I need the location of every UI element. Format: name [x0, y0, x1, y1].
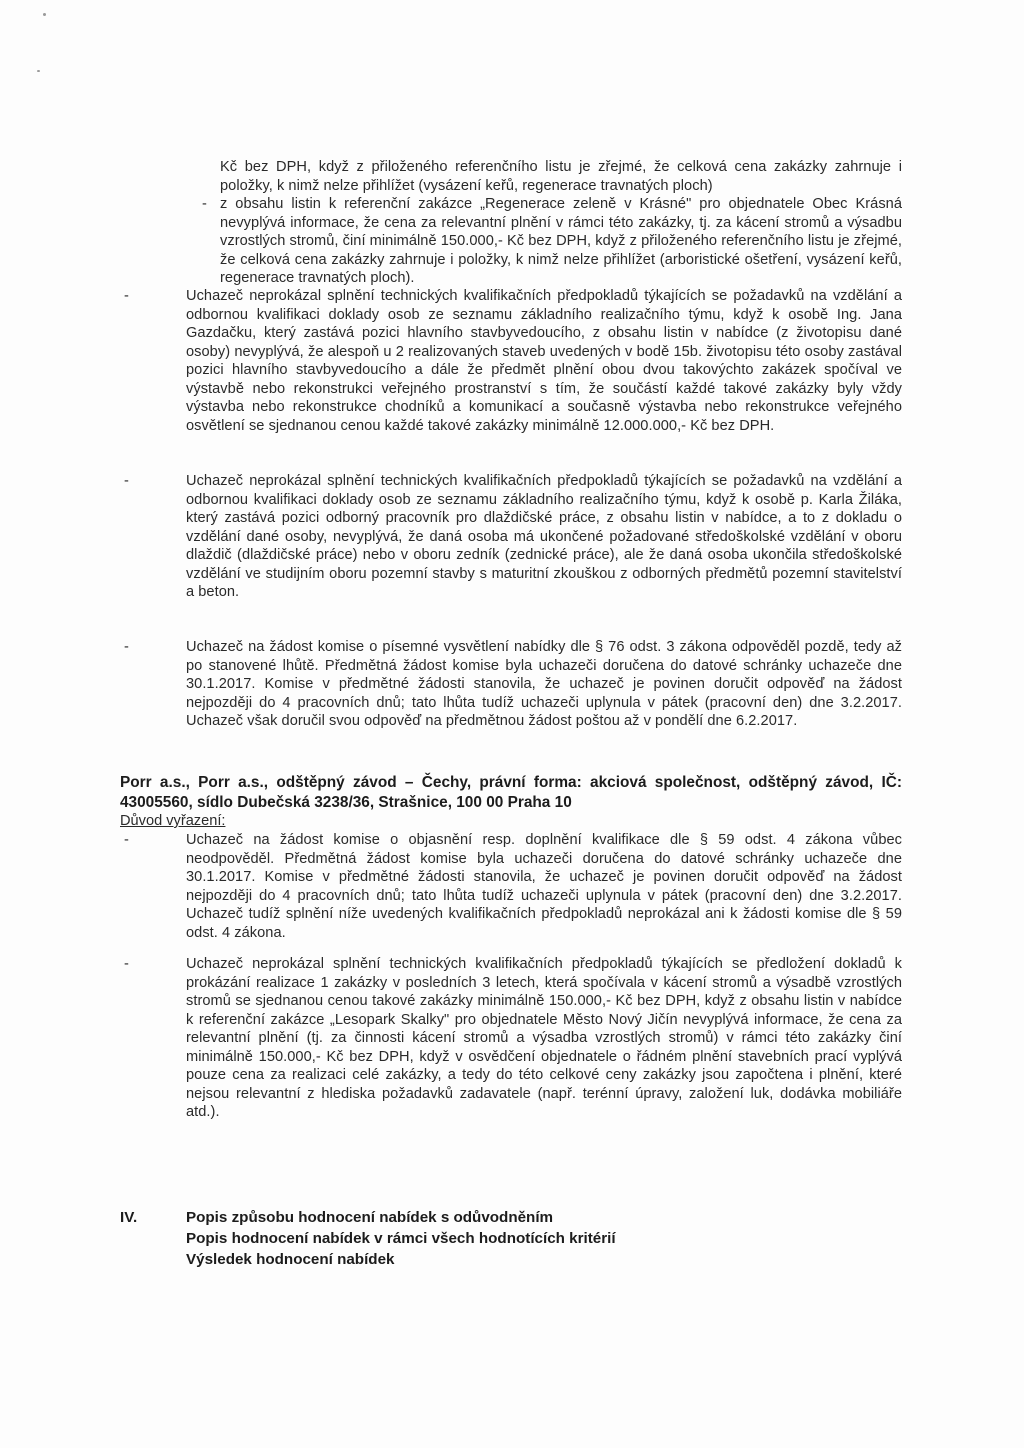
list-item-zilak: Uchazeč neprokázal splnění technických kvalifikačních předpokladů týkajících se požadavků na vzdělání a odbornou kvalifikaci doklady osob ze seznamu základního realizačního týmu, když k osobě p. Karla Žiláka, který zastává pozici odborný pracovník pro dlaždičské práce, z obsahu listin v nabídce, a to z dokladu o vzdělání dané osoby, nevyplývá, že daná osoba má ukončené požadované středoškolské vzdělání v oboru dlaždič (dlaždičské práce) nebo v oboru zedník (zednické práce), ale že daná osoba ukončila středoškolské vzdělání ve studijním oboru pozemní stavby s maturitní zkouškou z odborných předmětů pozemní stavitelství a beton.	[186, 473, 902, 600]
list-dash: -	[124, 832, 129, 848]
section-number: IV.	[120, 1209, 138, 1226]
list-dash: -	[124, 473, 129, 489]
list-dash: -	[202, 196, 207, 212]
list-item-late-response: Uchazeč na žádost komise o písemné vysvětlení nabídky dle § 76 odst. 3 zákona odpověděl pozdě, tedy až po stanovené lhůtě. Předmětná žádost komise byla uchazeči doručena do datové schránky uchazeče dne 30.1.2017. Komise v předmětné žádosti stanovila, že uchazeč je povinen doručit odpověď na žádost nejpozději do 4 pracovních dnů; tato lhůta tudíž uchazeči uplynula v pátek (pracovní den) dne 3.2.2017. Uchazeč však doručil svou odpověď na předmětnou žádost poštou až v pondělí dne 6.2.2017.	[186, 639, 902, 729]
section-title-3: Výsledek hodnocení nabídek	[186, 1251, 395, 1268]
list-item-no-response: Uchazeč na žádost komise o objasnění resp. doplnění kvalifikace dle § 59 odst. 4 zákona vůbec neodpověděl. Předmětná žádost komise byla uchazeči doručena do datové schránky uchazeče dne 30.1.2017. Komise v předmětné žádosti stanovila, že uchazeč je povinen doručit odpověď na žádost nejpozději do 4 pracovních dnů; tato lhůta tudíž uchazeči uplynula v pátek (pracovní den) dne 3.2.2017. Uchazeč tudíž splnění níže uvedených kvalifikačních předpokladů neprokázal ani k žádosti komise dle § 59 odst. 4 zákona.	[186, 832, 902, 941]
exclusion-reason-label: Důvod vyřazení:	[120, 813, 226, 829]
scan-speck	[43, 13, 46, 16]
list-dash: -	[124, 639, 129, 655]
list-item-reference-krasna: z obsahu listin k referenční zakázce „Regenerace zeleně v Krásné" pro objednatele Obec Krásná nevyplývá informace, že cena za relevantní plnění v rámci této zakázky, tj. za kácení stromů a výsadbu vzrostlých stromů, činí minimálně 150.000,- Kč bez DPH, když z přiloženého referenčního listu je zřejmé, že celková cena zakázky zahrnuje i položky, k nimž nelze přihlížet (arboristické ošetření, vysázení keřů, regenerace travnatých ploch).	[220, 196, 902, 286]
list-dash: -	[124, 288, 129, 304]
bidder-heading-porr: Porr a.s., Porr a.s., odštěpný závod – Čechy, právní forma: akciová společnost, odštěpný závod, IČ: 43005560, sídlo Dubečská 3238/36, Strašnice, 100 00 Praha 10	[120, 774, 902, 811]
scan-speck	[37, 70, 40, 72]
section-title-1: Popis způsobu hodnocení nabídek s odůvodněním	[186, 1209, 554, 1226]
list-item-lesopark-skalky: Uchazeč neprokázal splnění technických kvalifikačních předpokladů týkajících se předložení dokladů k prokázání realizace 1 zakázky v posledních 3 letech, která spočívala v kácení stromů a výsadbě vzrostlých stromů se sjednanou cenou takové zakázky minimálně 150.000,- Kč bez DPH, když z obsahu listin v nabídce k referenční zakázce „Lesopark Skalky" pro objednatele Město Nový Jičín nevyplývá informace, že cena za relevantní plnění (tj. za činnosti kácení stromů a výsadba vzrostlých stromů) v rámci této zakázky činí minimálně 150.000,- Kč bez DPH, když v osvědčení objednatele o řádném plnění stavebních prací vyplývá pouze cena za realizaci celé zakázky, a tedy do této celkové ceny zakázky jsou započtena i plnění, které nejsou relevantní z hlediska požadavků zadavatele (např. terénní úpravy, založení luk, dodávka mobiliáře atd.).	[186, 956, 902, 1120]
continuation-paragraph: Kč bez DPH, když z přiloženého referenčního listu je zřejmé, že celková cena zakázky zahrnuje i položky, k nimž nelze přihlížet (vysázení keřů, regenerace travnatých ploch)	[220, 159, 902, 194]
list-dash: -	[124, 956, 129, 972]
section-title-2: Popis hodnocení nabídek v rámci všech hodnotících kritérií	[186, 1230, 616, 1247]
list-item-gazdacek: Uchazeč neprokázal splnění technických kvalifikačních předpokladů týkajících se požadavků na vzdělání a odbornou kvalifikaci doklady osob ze seznamu základního realizačního týmu, když k osobě Ing. Jana Gazdačku, který zastává pozici hlavního stavbyvedoucího, z obsahu listin v nabídce (z životopisu dané osoby) nevyplývá, že alespoň u 2 realizovaných staveb uvedených v bodě 15b. životopisu této osoby zastával pozici hlavního stavbyvedoucího a dále že předmět plnění obou dvou takovýchto zakázek spočíval ve výstavbě nebo rekonstrukci veřejného prostranství s tím, že součástí každé takové zakázky byly vždy výstavba nebo rekonstrukce chodníků a komunikací a současně výstavba nebo rekonstrukce veřejného osvětlení se sjednanou cenou každé takové zakázky minimálně 12.000.000,- Kč bez DPH.	[186, 288, 902, 434]
